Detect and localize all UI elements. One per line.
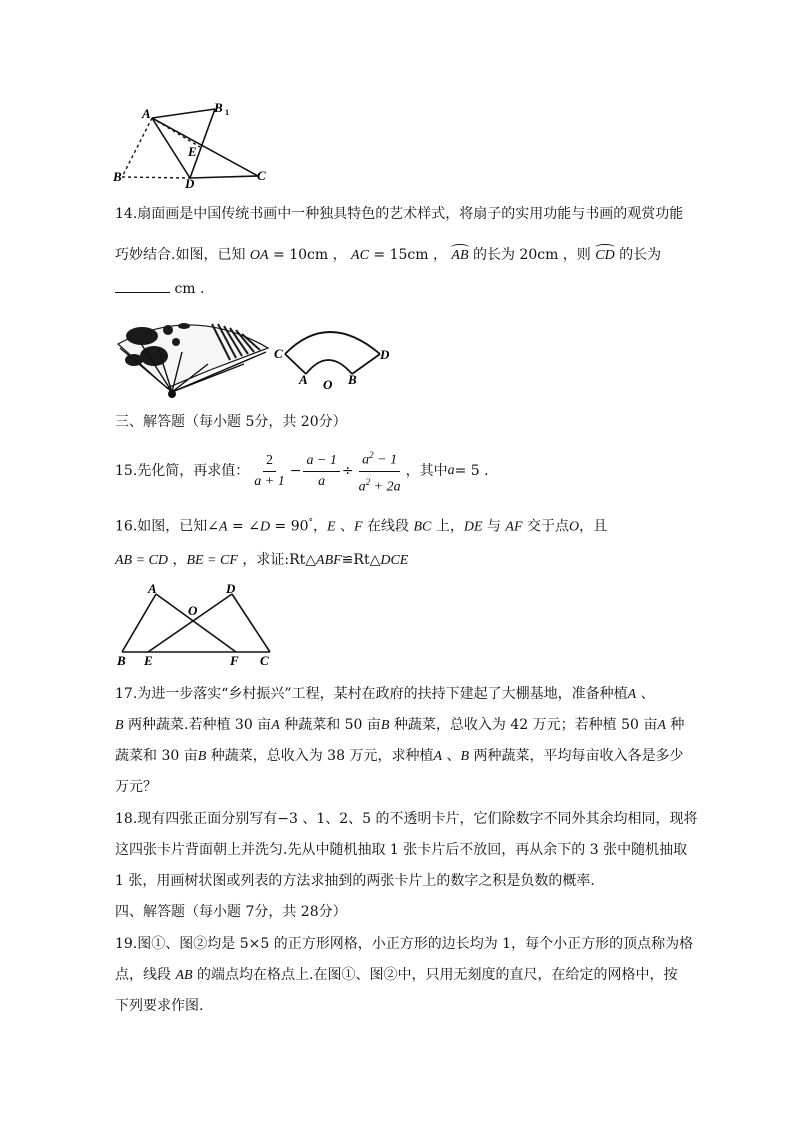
q19-AB: AB: [175, 968, 193, 983]
q15-suffix-b: = 5 .: [454, 463, 489, 479]
label-B1: B: [214, 100, 223, 115]
minus-sign: −: [289, 463, 302, 479]
q14-line1: 14.扇面画是中国传统书画中一种独具特色的艺术样式，将扇子的实用功能与书画的观赏功能: [115, 206, 684, 222]
q14-oa: OA: [249, 248, 269, 263]
q16-E: E: [327, 519, 336, 535]
q16-t9: 交于点: [522, 518, 569, 535]
q16-t8: 与: [482, 518, 506, 535]
q17-l1-A: A: [627, 687, 637, 702]
q19-line2: [115, 966, 677, 985]
label-D: D: [226, 582, 236, 596]
q14-unit: cm .: [174, 281, 205, 297]
q17-l3-a: 蔬菜和 30 亩: [115, 748, 198, 764]
q14-ac: AC: [351, 248, 369, 263]
fraction-1-den: a + 1: [254, 473, 285, 489]
label-C: C: [257, 168, 266, 183]
q14-ac-val: = 15cm ，: [373, 247, 447, 263]
label-F: F: [230, 653, 239, 668]
label-C: C: [274, 346, 283, 361]
fraction-1-num: 2: [263, 453, 276, 472]
q17-line2: [115, 716, 684, 735]
q16-dce: DCE: [380, 553, 409, 568]
q16-DE: DE: [463, 519, 483, 535]
triangle-fold-figure: [112, 98, 282, 188]
q16-t10: ，且: [579, 518, 608, 535]
q17-line1: [115, 685, 655, 704]
label-D: D: [380, 347, 390, 362]
q16-be-cf: BE = CF: [186, 553, 238, 568]
f3-den-exp: 2: [365, 476, 371, 487]
q16-t6: 在线段: [362, 518, 414, 535]
q17-l2-B: B: [115, 718, 124, 733]
q17-line3: [115, 747, 683, 766]
q18-line1: 18.现有四张正面分别写有−3 、1、2、5 的不透明卡片，它们除数字不同外其余均相同，现将: [115, 811, 698, 827]
fraction-3-num: [359, 447, 400, 472]
q17-l2-d: 种: [665, 717, 685, 733]
q16-u1: ，: [168, 552, 187, 568]
crossed-triangles-figure: [114, 582, 278, 668]
q16-O: O: [568, 519, 580, 535]
fan-sector-diagram: [272, 318, 402, 390]
label-A: A: [148, 582, 157, 596]
q16-line2: [115, 551, 408, 570]
label-E: E: [188, 144, 197, 159]
q17-l3-A: A: [433, 749, 443, 764]
section-4-title: 四、解答题（每小题 7分，共 28分）: [115, 904, 347, 920]
label-O: O: [323, 377, 333, 390]
fraction-2-den: a: [318, 473, 326, 489]
label-D: D: [185, 176, 195, 188]
q15-suffix-a: ，其中: [405, 463, 448, 479]
q17-l2-A2: A: [657, 718, 666, 733]
q14-line3: [115, 280, 204, 298]
q14-arc-ab: AB: [451, 248, 469, 263]
q14-ab-tail: 的长为 20cm ，则: [472, 247, 591, 263]
f3-den-base: a: [358, 479, 366, 495]
label-A: A: [299, 372, 308, 387]
q16-u3: ≌Rt△: [341, 552, 381, 568]
answer-blank: [115, 280, 170, 293]
q16-t3: = 90: [270, 518, 309, 535]
q15-var: a: [447, 463, 455, 478]
q16-A: A: [219, 519, 228, 535]
q16-line1: [115, 514, 607, 537]
q16-t1: 16.如图，已知∠: [115, 518, 219, 535]
q15-prefix: 15.先化简，再求值：: [115, 463, 250, 479]
q16-F: F: [354, 519, 363, 535]
q17-l3-B: B: [197, 749, 207, 764]
q17-l1-b: 、: [636, 686, 655, 702]
q17-l2-B2: B: [380, 718, 390, 733]
q14-line2: [115, 246, 661, 265]
q19-l2-a: 点，线段: [115, 967, 176, 983]
q16-t7: 上，: [431, 518, 464, 535]
q16-abf: ABF: [316, 553, 342, 568]
q17-l2-c: 种蔬菜，总收入为 42 万元；若种植 50 亩: [389, 717, 658, 733]
label-B1-subscript: 1: [225, 108, 229, 117]
section-3-title: 三、解答题（每小题 5分，共 20分）: [115, 414, 347, 430]
q16-t4: ，: [313, 518, 328, 535]
q19-line3: 下列要求作图.: [115, 998, 204, 1014]
q16-t5: 、: [335, 518, 355, 535]
label-A: A: [142, 106, 151, 121]
q17-l3-c: 、: [442, 748, 461, 764]
q17-l1-a: 17.为进一步落实“乡村振兴”工程，某村在政府的扶持下建起了大棚基地，准备种植: [115, 686, 628, 702]
fraction-3: [356, 447, 404, 495]
q16-deg: °: [308, 518, 314, 528]
q19-line1: 19.图①、图②均是 5×5 的正方形网格，小正方形的边长均为 1，每个小正方形的顶点称为格: [115, 936, 694, 952]
fraction-2-num: a − 1: [303, 453, 339, 472]
q18-line3: 1 张，用画树状图或列表的方法求抽到的两张卡片上的数字之积是负数的概率.: [115, 873, 595, 889]
q14-oa-val: = 10cm ，: [273, 247, 347, 263]
q16-AF: AF: [505, 519, 523, 535]
fraction-3-den: [356, 472, 404, 496]
q17-l2-b: 种蔬菜和 50 亩: [279, 717, 381, 733]
q18-line2: 这四张卡片背面朝上并洗匀.先从中随机抽取 1 张卡片后不放回，再从余下的 3 张中随机抽取: [115, 842, 688, 858]
q14-cd-tail: 的长为: [619, 247, 662, 263]
fan-painting-image: [112, 308, 272, 400]
f3-den-tail: + 2a: [370, 479, 401, 495]
q17-l2-a: 两种蔬菜.若种植 30 亩: [123, 717, 272, 733]
q19-l2-b: 的端点均在格点上.在图①、图②中，只用无刻度的直尺，在给定的网格中，按: [192, 967, 678, 983]
f3-num-exp: 2: [369, 449, 374, 460]
label-O: O: [188, 603, 198, 618]
fraction-1: [251, 453, 287, 490]
q17-line4: 万元？: [115, 779, 157, 795]
label-B: B: [117, 653, 126, 668]
q17-l3-B2: B: [460, 749, 470, 764]
q14-line2-a: 巧妙结合.如图，已知: [115, 247, 246, 263]
q17-l3-b: 种蔬菜，总收入为 38 万元，求种植: [206, 748, 434, 764]
divide-sign: ÷: [341, 463, 354, 479]
q16-D: D: [259, 519, 271, 535]
q16-u2: ，求证:Rt△: [237, 552, 317, 568]
fraction-2: [303, 453, 339, 490]
q17-l2-A: A: [271, 718, 280, 733]
q16-BC: BC: [413, 519, 432, 535]
q16-ab-cd: AB = CD: [115, 553, 168, 568]
label-B: B: [113, 169, 122, 184]
q15: [115, 449, 489, 495]
label-E: E: [144, 653, 153, 668]
q17-l3-d: 两种蔬菜，平均每亩收入各是多少: [469, 748, 684, 764]
f3-num-tail: − 1: [373, 452, 398, 468]
q16-t2: = ∠: [227, 518, 260, 535]
label-B: B: [348, 372, 357, 387]
label-C: C: [260, 653, 269, 668]
q14-arc-cd: CD: [595, 248, 615, 263]
f3-num-base: a: [362, 452, 370, 468]
